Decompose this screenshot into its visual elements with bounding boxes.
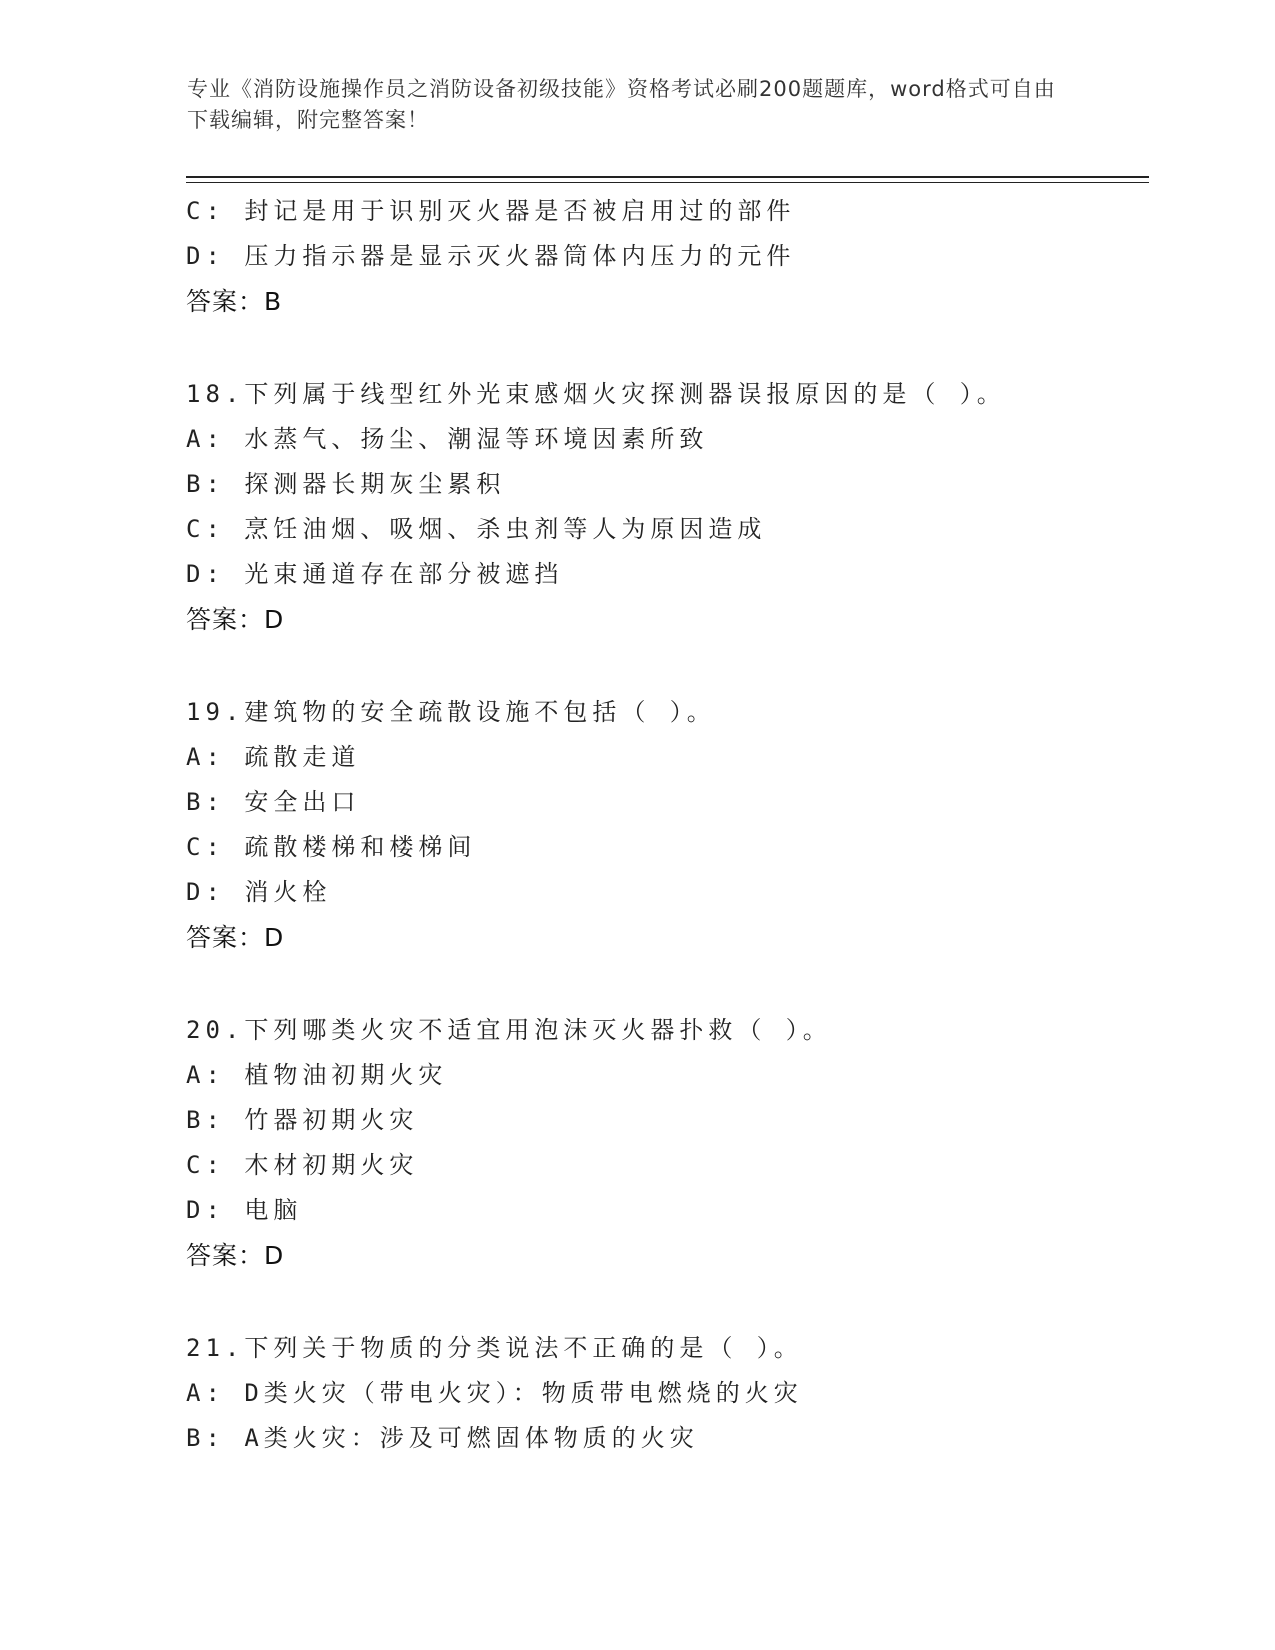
option-c: C: 封记是用于识别灭火器是否被启用过的部件 [186, 197, 796, 225]
answer-line: 答案：D [186, 605, 285, 634]
spacer [186, 1278, 1146, 1326]
option-b: B: 竹器初期火灾 [186, 1106, 419, 1134]
question-20 [186, 1008, 1146, 1278]
option-d: D: 光束通道存在部分被遮挡 [186, 560, 564, 588]
question-content [186, 189, 1146, 1461]
header-title: 专业《消防设施操作员之消防设备初级技能》资格考试必刷200题题库，word格式可自由下载编辑，附完整答案！ [187, 77, 1056, 132]
option-c: C: 疏散楼梯和楼梯间 [186, 833, 477, 861]
header-rule-thin [186, 182, 1149, 183]
spacer [186, 642, 1146, 690]
question-stem: 20.下列哪类火灾不适宜用泡沫灭火器扑救（ ）。 [186, 1016, 832, 1044]
option-a: A: 水蒸气、扬尘、潮湿等环境因素所致 [186, 425, 709, 453]
question-stem: 18.下列属于线型红外光束感烟火灾探测器误报原因的是（ ）。 [186, 380, 1006, 408]
question-19 [186, 690, 1146, 960]
option-d: D: 压力指示器是显示灭火器筒体内压力的元件 [186, 242, 796, 270]
option-a: A: D类火灾（带电火灾）：物质带电燃烧的火灾 [186, 1379, 803, 1407]
option-b: B: 安全出口 [186, 788, 361, 816]
spacer [186, 960, 1146, 1008]
option-a: A: 植物油初期火灾 [186, 1061, 448, 1089]
document-header [187, 74, 1067, 136]
spacer [186, 324, 1146, 372]
question-17-continued [186, 189, 1146, 324]
option-b: B: A类火灾：涉及可燃固体物质的火灾 [186, 1424, 699, 1452]
header-rule-thick [186, 176, 1149, 178]
question-stem: 19.建筑物的安全疏散设施不包括（ ）。 [186, 698, 716, 726]
option-c: C: 木材初期火灾 [186, 1151, 419, 1179]
question-18 [186, 372, 1146, 642]
option-c: C: 烹饪油烟、吸烟、杀虫剂等人为原因造成 [186, 515, 767, 543]
question-21 [186, 1326, 1146, 1461]
answer-line: 答案：D [186, 923, 285, 952]
option-d: D: 电脑 [186, 1196, 303, 1224]
answer-line: 答案：D [186, 1241, 285, 1270]
option-a: A: 疏散走道 [186, 743, 361, 771]
answer-line: 答案：B [186, 287, 283, 316]
question-stem: 21.下列关于物质的分类说法不正确的是（ ）。 [186, 1334, 803, 1362]
option-b: B: 探测器长期灰尘累积 [186, 470, 506, 498]
option-d: D: 消火栓 [186, 878, 332, 906]
